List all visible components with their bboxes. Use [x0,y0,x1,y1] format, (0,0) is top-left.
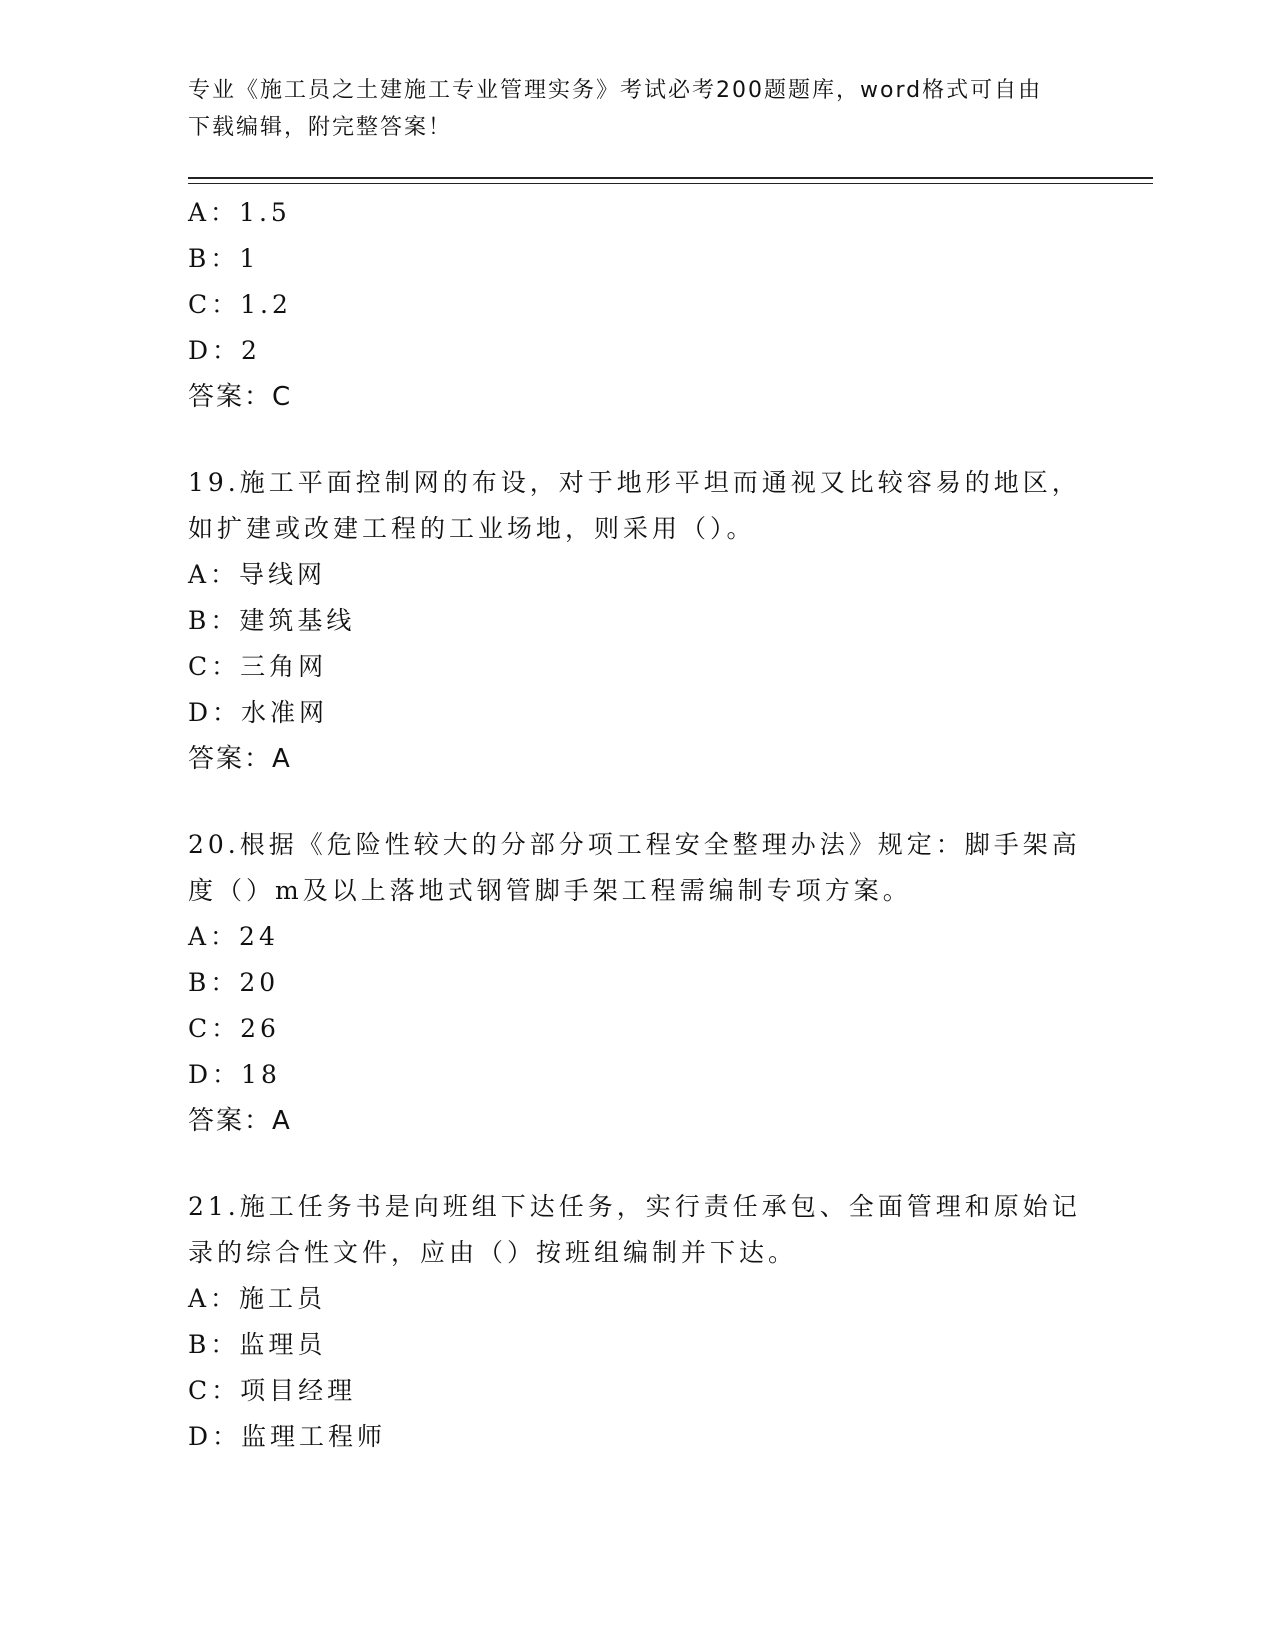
option-c: C：1.2 [188,290,292,319]
question-stem: 如扩建或改建工程的工业场地，则采用（）。 [188,514,756,543]
question-19 [188,460,1088,782]
question-21 [188,1184,1088,1460]
question-stem: 录的综合性文件，应由（）按班组编制并下达。 [188,1238,798,1267]
option-b: B：建筑基线 [188,606,356,635]
header-rule-thin [188,183,1153,184]
question-stem: 20.根据《危险性较大的分部分项工程安全整理办法》规定：脚手架高 [188,830,1081,859]
header-rule-thick [188,177,1153,179]
option-c: C：项目经理 [188,1376,357,1405]
question-stem: 度（）m及以上落地式钢管脚手架工程需编制专项方案。 [188,876,912,905]
option-b: B：监理员 [188,1330,327,1359]
question-stem: 21.施工任务书是向班组下达任务，实行责任承包、全面管理和原始记 [188,1192,1081,1221]
answer: 答案：A [188,1106,292,1136]
option-a: A：导线网 [188,560,327,589]
option-c: C：三角网 [188,652,328,681]
option-d: D：监理工程师 [188,1422,387,1451]
header-line-2: 下载编辑，附完整答案！ [188,115,453,140]
option-a: A：24 [188,922,279,951]
option-b: B：1 [188,244,260,273]
header-line-1: 专业《施工员之土建施工专业管理实务》考试必考200题题库，word格式可自由 [188,78,1043,103]
option-b: B：20 [188,968,280,997]
answer: 答案：A [188,744,292,774]
option-a: A：施工员 [188,1284,327,1313]
document-body [188,190,1088,1460]
prev-question [188,190,1088,420]
option-d: D：2 [188,336,261,365]
answer: 答案：C [188,382,293,412]
option-c: C：26 [188,1014,280,1043]
option-d: D：18 [188,1060,281,1089]
document-header [188,72,1088,146]
question-20 [188,822,1088,1144]
option-a: A：1.5 [188,198,291,227]
question-stem: 19.施工平面控制网的布设，对于地形平坦而通视又比较容易的地区， [188,468,1081,497]
option-d: D：水准网 [188,698,329,727]
